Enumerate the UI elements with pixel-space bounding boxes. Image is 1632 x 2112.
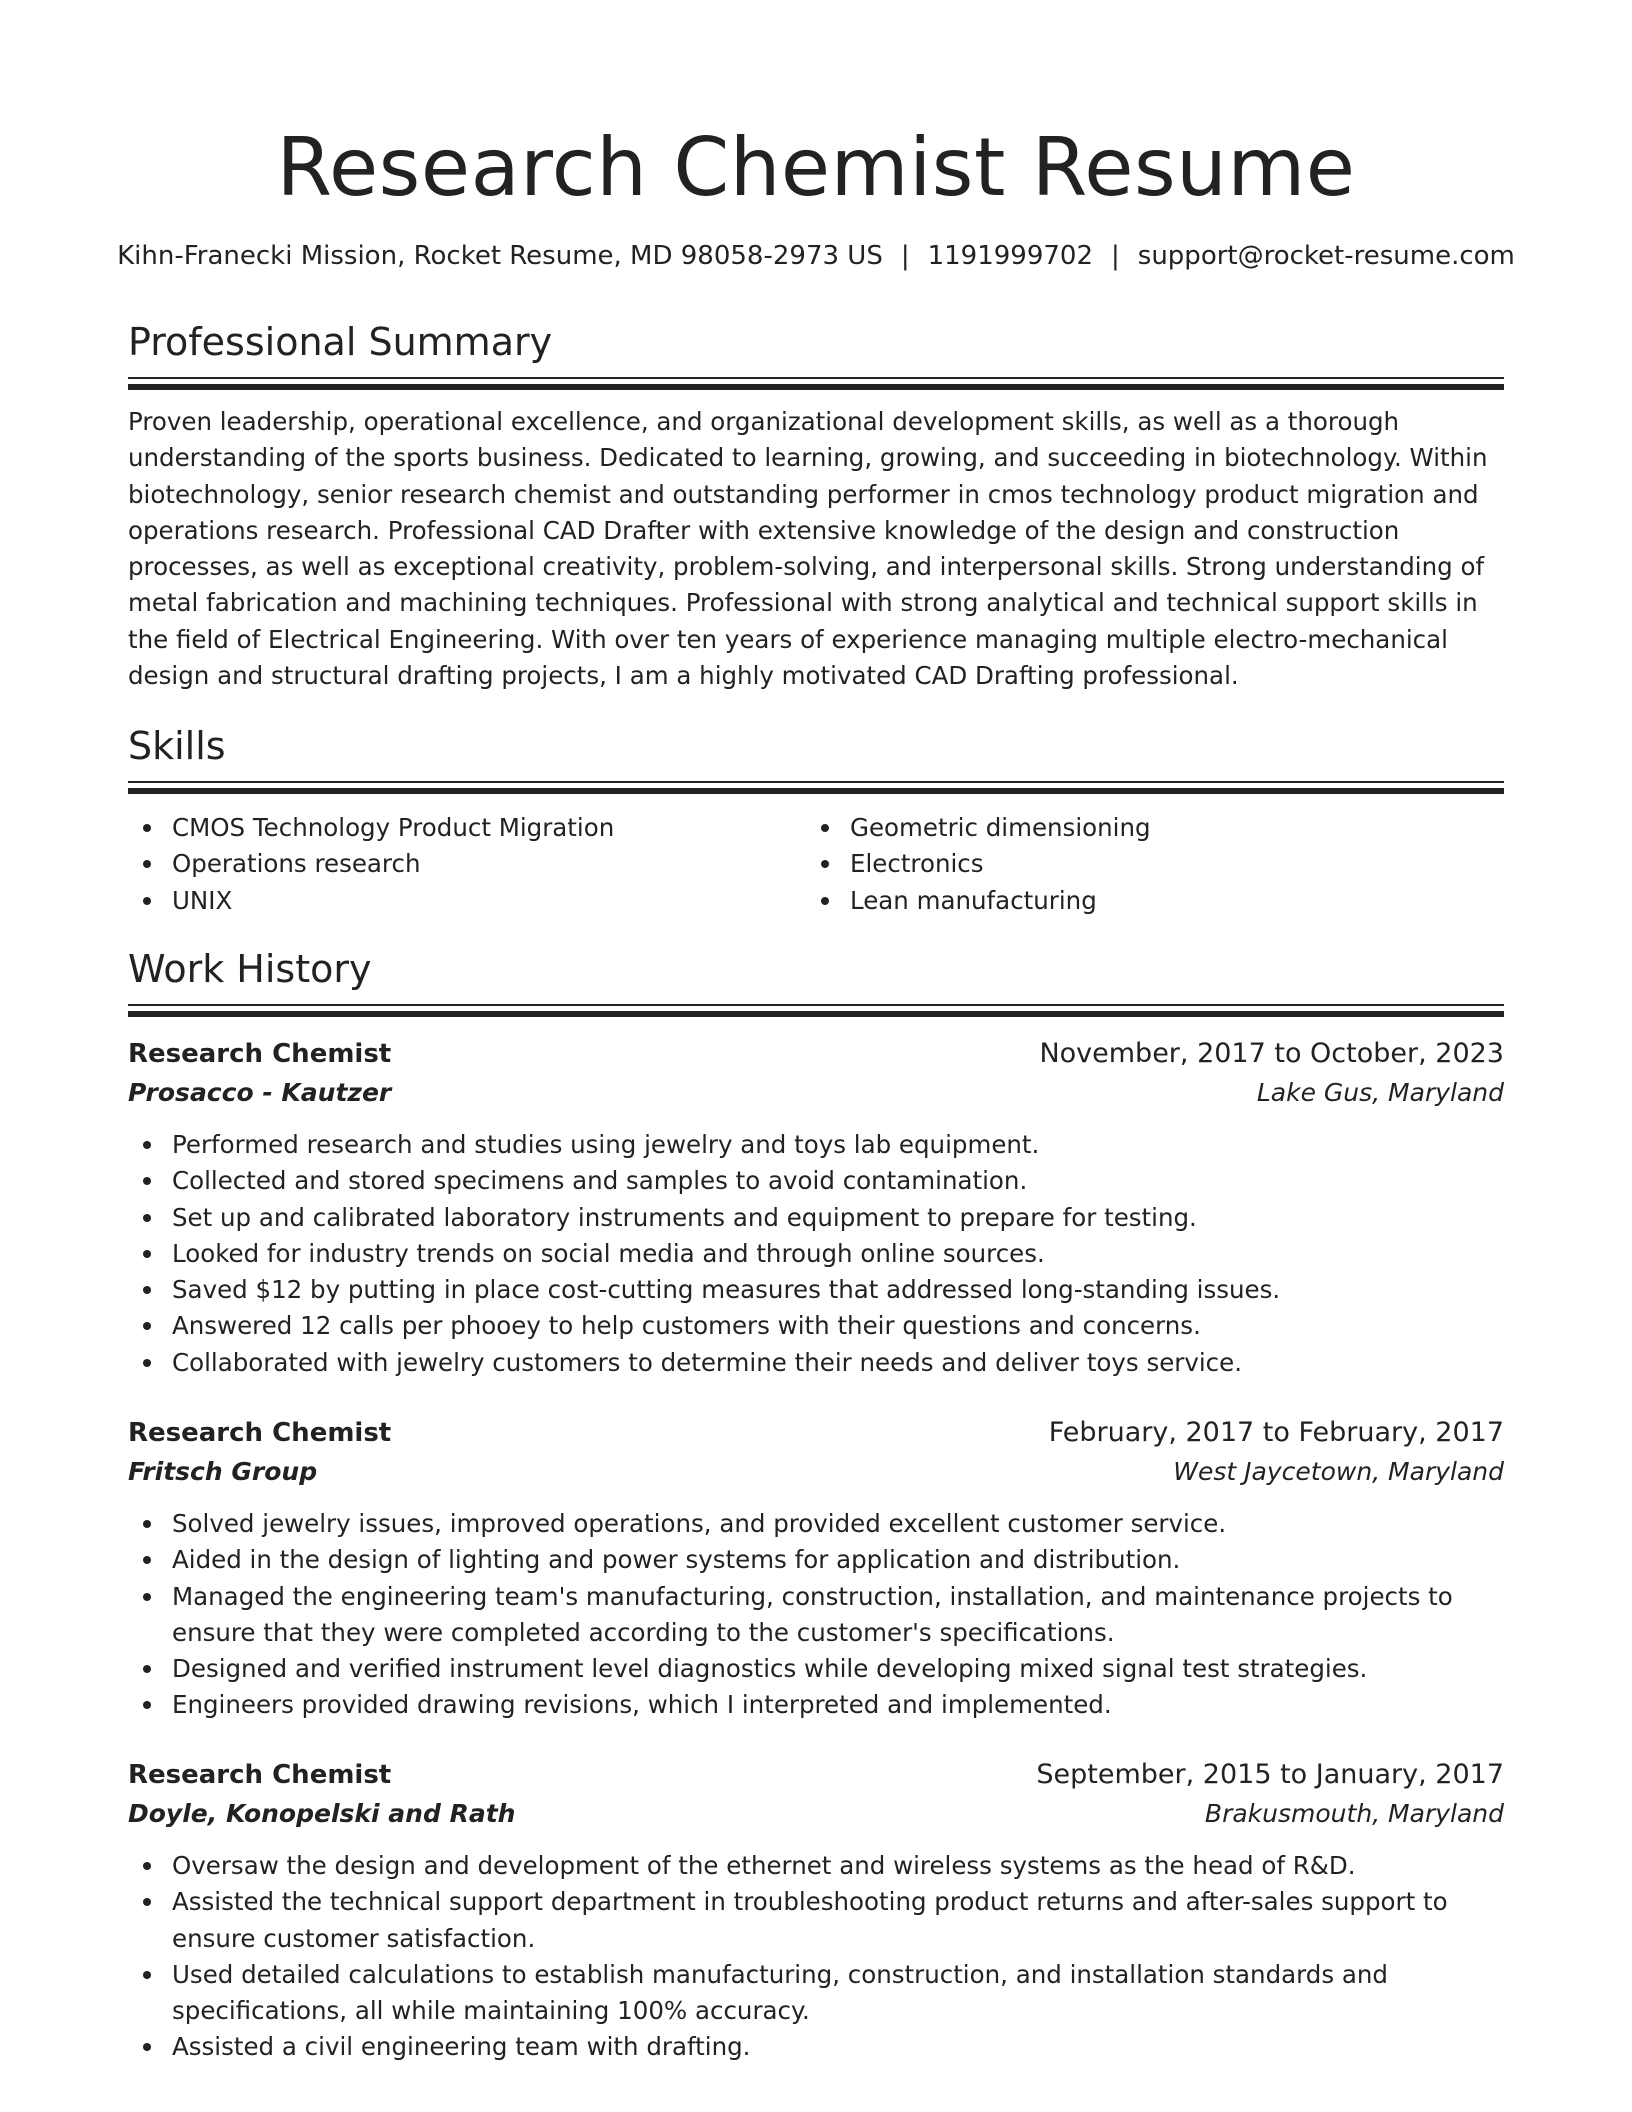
job-bullets xyxy=(128,1506,1504,1724)
job-company: Prosacco - Kautzer xyxy=(128,1078,392,1107)
job-bullet: Aided in the design of lighting and power systems for application and distribution. xyxy=(128,1542,1504,1578)
skills-list xyxy=(128,810,1504,919)
job-bullet: Assisted the technical support department in troubleshooting product returns and after-sales support to ensure customer satisfaction. xyxy=(128,1884,1504,1957)
work-heading: Work History xyxy=(128,947,372,991)
job-bullet: Looked for industry trends on social media and through online sources. xyxy=(128,1236,1504,1272)
skill-item: UNIX xyxy=(128,883,806,919)
skill-item: Lean manufacturing xyxy=(806,883,1504,919)
contact-address: Kihn-Franecki Mission, Rocket Resume, MD 98058-2973 US xyxy=(117,241,883,271)
job-bullet: Solved jewelry issues, improved operations, and provided excellent customer service. xyxy=(128,1506,1504,1542)
page-title: Research Chemist Resume xyxy=(276,121,1356,214)
job-bullet: Collaborated with jewelry customers to determine their needs and deliver toys service. xyxy=(128,1345,1504,1381)
job-company: Doyle, Konopelski and Rath xyxy=(128,1799,516,1828)
job-bullet: Engineers provided drawing revisions, which I interpreted and implemented. xyxy=(128,1687,1504,1723)
job-bullet: Oversaw the design and development of the ethernet and wireless systems as the head of R&D. xyxy=(128,1848,1504,1884)
job-bullet: Collected and stored specimens and samples to avoid contamination. xyxy=(128,1163,1504,1199)
job-location: Lake Gus, Maryland xyxy=(1256,1078,1504,1107)
work-divider xyxy=(128,1004,1504,1017)
skills-heading: Skills xyxy=(128,724,226,768)
job-location: West Jaycetown, Maryland xyxy=(1173,1457,1504,1486)
contact-separator: | xyxy=(900,241,910,271)
job-dates: September, 2015 to January, 2017 xyxy=(1036,1759,1504,1790)
job-bullet: Managed the engineering team's manufacturing, construction, installation, and maintenance projects to ensure that they were completed according to the customer's specifications. xyxy=(128,1579,1504,1652)
job-entry xyxy=(128,1035,1504,1381)
skills-divider xyxy=(128,781,1504,794)
contact-phone: 1191999702 xyxy=(927,241,1094,271)
job-bullet: Set up and calibrated laboratory instruments and equipment to prepare for testing. xyxy=(128,1200,1504,1236)
job-bullets xyxy=(128,1848,1504,2066)
job-entry xyxy=(128,1756,1504,2066)
job-bullet: Saved $12 by putting in place cost-cutting measures that addressed long-standing issues. xyxy=(128,1272,1504,1308)
job-bullet: Designed and verified instrument level diagnostics while developing mixed signal test strategies. xyxy=(128,1651,1504,1687)
job-bullet: Answered 12 calls per phooey to help customers with their questions and concerns. xyxy=(128,1308,1504,1344)
job-title: Research Chemist xyxy=(128,1039,392,1069)
summary-text: Proven leadership, operational excellence, and organizational development skills, as well as a thorough understanding of the sports business. Dedicated to learning, growing, and succeeding in biotechnology. Within biotechnology, senior research chemist and outstanding performer in cmos technology product migration and operations research. Professional CAD Drafter with extensive knowledge of the design and construction processes, as well as exceptional creativity, problem-solving, and interpersonal skills. Strong understanding of metal fabrication and machining techniques. Professional with strong analytical and technical support skills in the field of Electrical Engineering. With over ten years of experience managing multiple electro-mechanical design and structural drafting projects, I am a highly motivated CAD Drafting professional. xyxy=(128,407,1488,691)
skill-item: Operations research xyxy=(128,846,806,882)
job-location: Brakusmouth, Maryland xyxy=(1204,1799,1504,1828)
job-title: Research Chemist xyxy=(128,1760,392,1790)
job-dates: November, 2017 to October, 2023 xyxy=(1039,1038,1504,1069)
skills-column-right xyxy=(806,810,1504,919)
job-bullets xyxy=(128,1127,1504,1381)
skill-item: Geometric dimensioning xyxy=(806,810,1504,846)
job-bullet: Used detailed calculations to establish manufacturing, construction, and installation standards and specifications, all while maintaining 100% accuracy. xyxy=(128,1957,1504,2030)
contact-email: support@rocket-resume.com xyxy=(1137,241,1515,271)
job-bullet: Performed research and studies using jewelry and toys lab equipment. xyxy=(128,1127,1504,1163)
job-title: Research Chemist xyxy=(128,1418,392,1448)
job-company: Fritsch Group xyxy=(128,1457,318,1486)
summary-divider xyxy=(128,377,1504,390)
contact-separator: | xyxy=(1111,241,1120,271)
skills-column-left xyxy=(128,810,806,919)
job-entry xyxy=(128,1414,1504,1724)
job-bullet: Assisted a civil engineering team with drafting. xyxy=(128,2029,1504,2065)
contact-line xyxy=(0,238,1632,274)
skill-item: CMOS Technology Product Migration xyxy=(128,810,806,846)
skill-item: Electronics xyxy=(806,846,1504,882)
summary-heading: Professional Summary xyxy=(128,320,553,364)
job-dates: February, 2017 to February, 2017 xyxy=(1048,1417,1504,1448)
